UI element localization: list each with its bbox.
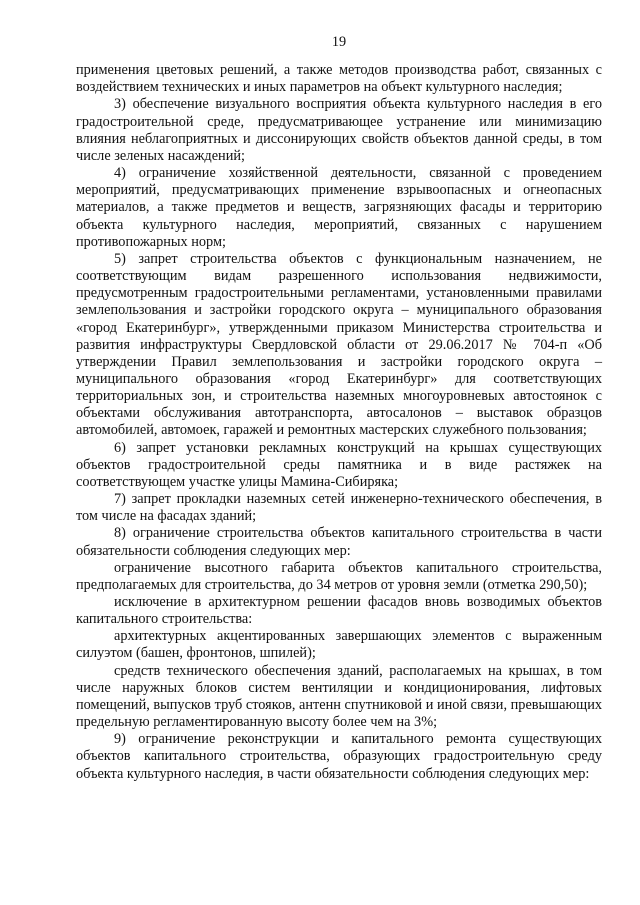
paragraph-item-4: 4) ограничение хозяйственной деятельности, связанной с проведением мероприятий, предусматривающих применение взрывоопасных и огнеопасных материалов, а также предметов и веществ, загрязняющих фасады и территорию объекта культурного наследия, мероприятий, связанных с нарушением противопожарных норм; <box>76 165 602 250</box>
paragraph-item-3: 3) обеспечение визуального восприятия объекта культурного наследия в его градостроительной среде, предусматривающее устранение или минимизацию влияния неблагоприятных и диссонирующих свойств объектов данной среды, в том числе зеленых насаждений; <box>76 96 602 164</box>
paragraph-item-5: 5) запрет строительства объектов с функциональным назначением, не соответствующим видам разрешенного использования недвижимости, предусмотренным градостроительными регламентами, установленными правилами землепользования и застройки городского округа – муниципального образования «город Екатеринбург», утвержденными приказом Министерства строительства и развития инфраструктуры Свердловской области от 29.06.2017 № 704-п «Об утверждении Правил землепользования и застройки городского округа – муниципального образования «город Екатеринбург» для соответствующих территориальных зон, и строительства наземных многоуровневых автостоянок с объектами обслуживания автотранспорта, автосалонов – выставок образцов автомобилей, автомоек, гаражей и ремонтных мастерских служебного пользования; <box>76 250 602 439</box>
paragraph-item-7: 7) запрет прокладки наземных сетей инженерно-технического обеспечения, в том числе на фасадах зданий; <box>76 491 602 525</box>
paragraph-item-9: 9) ограничение реконструкции и капитального ремонта существующих объектов капитального строительства, образующих градостроительную среду объекта культурного наследия, в части обязательности соблюдения следующих мер: <box>76 731 602 782</box>
paragraph-roof-equipment: средств технического обеспечения зданий, располагаемых на крышах, в том числе наружных блоков систем вентиляции и кондиционирования, лифтовых помещений, выпусков труб стояков, антенн спутниковой и иной связи, превышающих предельную регламентированную высоту более чем на 3%; <box>76 662 602 731</box>
paragraph-facade-exclusion: исключение в архитектурном решении фасадов вновь возводимых объектов капитального строительства: <box>76 594 602 628</box>
page-number: 19 <box>331 34 347 50</box>
paragraph-item-8: 8) ограничение строительства объектов капитального строительства в части обязательности соблюдения следующих мер: <box>76 525 602 559</box>
paragraph-item-6: 6) запрет установки рекламных конструкций на крышах существующих объектов градостроительной среды памятника и в виде растяжек на соответствующем участке улицы Мамина-Сибиряка; <box>76 439 602 490</box>
paragraph-continuation: применения цветовых решений, а также методов производства работ, связанных с воздействием технических и иных параметров на объект культурного наследия; <box>76 62 602 96</box>
paragraph-accent-elements: архитектурных акцентированных завершающих элементов с выраженным силуэтом (башен, фронтонов, шпилей); <box>76 628 602 662</box>
paragraph-height-limit: ограничение высотного габарита объектов капитального строительства, предполагаемых для строительства, до 34 метров от уровня земли (отметка 290,50); <box>76 559 602 593</box>
